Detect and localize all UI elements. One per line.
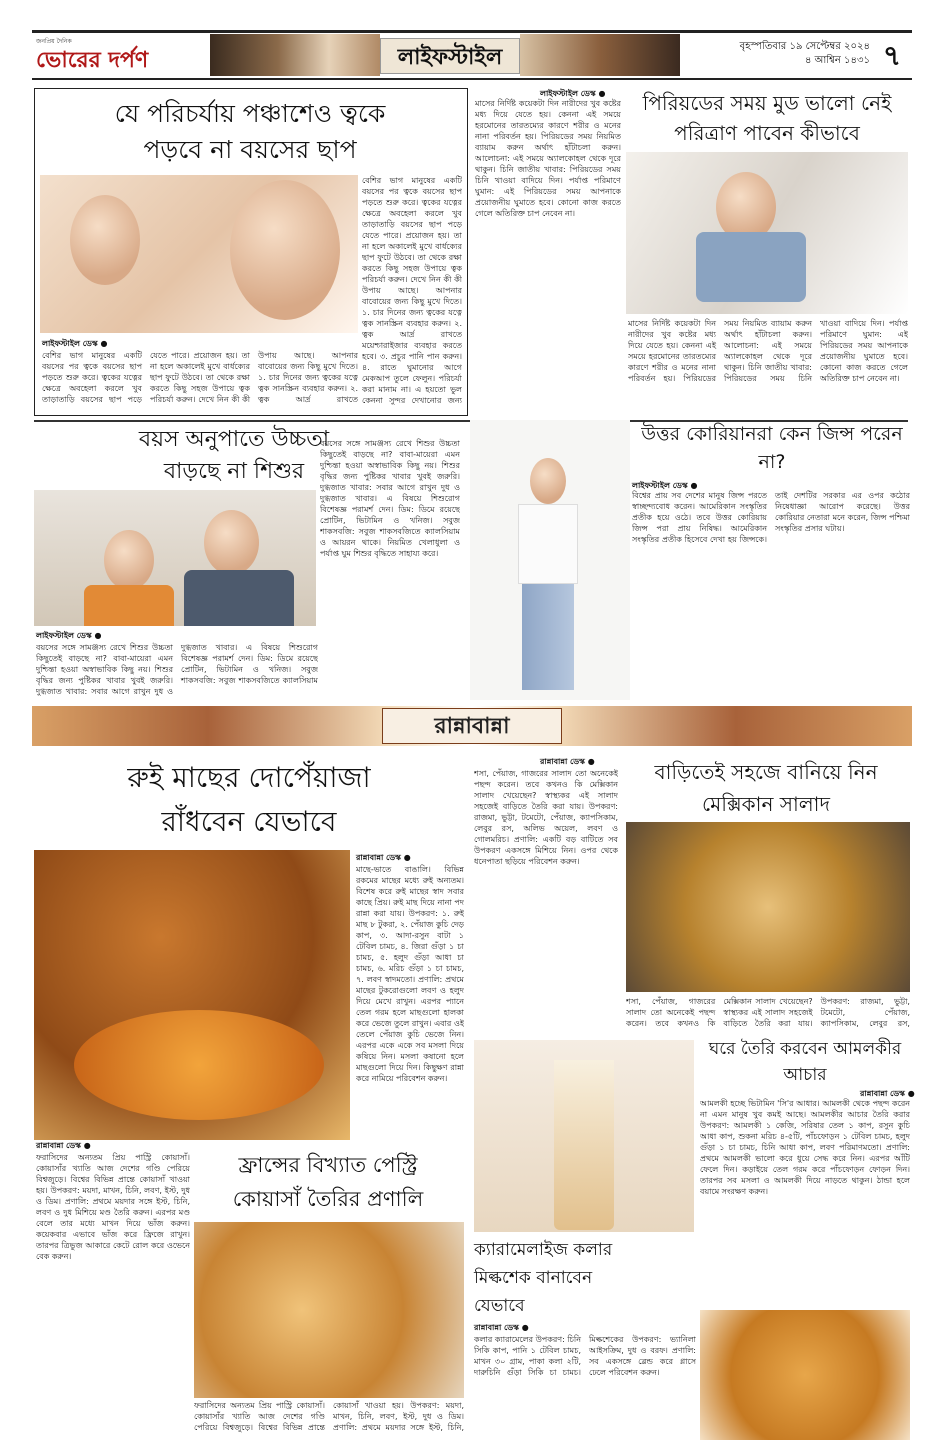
- milkshake-byline: রান্নাবান্না ডেস্ক ●: [474, 1323, 529, 1332]
- amla-body: আমলকী হচ্ছে ভিটামিন 'সি'র আধার। আমলকী থেকে পছন্দ করেন না এমন মানুষ খুব কমই আছে। আমলকীর আচার তৈরি করার উপকরণ: আমলকী ১ কেজি, সরিষার তেল ১ কাপ, রসুন কুচি আধা কাপ, শুকনা মরিচ ৪-৫টি, পাঁচফোড়ন ১ টেবিল চামচ, হলুদ গুঁড়া ১ চা চামচ, চিনি আধা কাপ, লবণ পরিমাণমতো। প্রণালি: প্রথমে আমলকী ভালো করে ধুয়ে সেদ্ধ করে নিন। এরপর আঁটি ফেলে দিন। কড়াইয়ে তেল গরম করে পাঁচফোড়ন ফোড়ন দিন। তারপর সব মসলা ও আমলকী দিয়ে নাড়তে থাকুন। ঠান্ডা হলে বয়ামে সংরক্ষণ করুন।: [700, 1099, 910, 1196]
- headline-line-2: বাড়ছে না শিশুর: [163, 459, 305, 484]
- salad-photo: [626, 822, 910, 992]
- headline-line-2: কোয়াসাঁ তৈরির প্রণালি: [232, 1187, 424, 1211]
- recipes-banner-label: রান্নাবান্না: [382, 708, 562, 744]
- headline-line-2: পড়বে না বয়সের ছাপ: [143, 135, 357, 164]
- milkshake-photo: [474, 1040, 694, 1232]
- rui-photo: [34, 850, 350, 1140]
- height-photo: [34, 490, 316, 626]
- croissant-body-left: ফরাসিদের অন্যতম প্রিয় পাস্ট্রি কোয়াসাঁ। কোয়াসাঁর খ্যাতি আজ দেশের গণ্ডি পেরিয়ে বিশ্বজুড়ে। বিশ্বের বিভিন্ন প্রান্তে কোয়াসাঁ খাওয়া হয়। উপকরণ: ময়দা, মাখন, চিনি, লবণ, ইস্ট, দুধ ও ডিম। প্রণালি: প্রথমে ময়দার সঙ্গে ইস্ট, চিনি, লবণ ও দুধ মিশিয়ে মণ্ড তৈরি করুন। এরপর মণ্ড বেলে তার মধ্যে মাখন দিয়ে ভাঁজ করুন। কয়েকবার এভাবে ভাঁজ করে ফ্রিজে রাখুন। তারপর ত্রিভুজ আকারে কেটে রোল করে ওভেনে বেক করুন।: [36, 1153, 190, 1261]
- skincare-body: বেশির ভাগ মানুষের একটি বয়সের পর ত্বকে বয়সের ছাপ পড়তে শুরু করে। ত্বকের যত্নের ক্ষেত্রে অবহেলা করলে খুব তাড়াতাড়ি বয়সের ছাপ পড়ে যেতে পারে। প্রয়োজন হয়। তা না হলে অকালেই মুখে বার্ধক্যের ছাপ ফুটে উঠবে। তা থেকে রক্ষা করতে কিছু সহজ উপায়ে ত্বক পরিচর্যা করুন। দেখে নিন কী কী উপায় আছে। আপনার বাবোয়ের জন্য কিছু মুখে দিতে। ১. চার দিনের জন্য ত্বকের যত্নে ত্বক সানস্ক্রিন ব্যবহার করুন। ২. ত্বক আর্দ্র রাখতে: [42, 351, 358, 404]
- height-byline: লাইফস্টাইল ডেস্ক ●: [36, 631, 102, 640]
- croissant-body: ফরাসিদের অন্যতম প্রিয় পাস্ট্রি কোয়াসাঁ। কোয়াসাঁর খ্যাতি আজ দেশের গণ্ডি পেরিয়ে বিশ্বজুড়ে। বিশ্বের বিভিন্ন প্রান্তে কোয়াসাঁ খাওয়া হয়। উপকরণ: ময়দা, মাখন, চিনি, লবণ, ইস্ট, দুধ ও ডিম। প্রণালি: প্রথমে ময়দার সঙ্গে ইস্ট, চিনি,: [194, 1401, 464, 1432]
- rui-headline: [34, 756, 464, 844]
- masthead-tagline: জনপ্রিয় দৈনিক: [36, 38, 72, 45]
- jeans-headline: উত্তর কোরিয়ানরা কেন জিন্স পরেন না?: [641, 423, 903, 473]
- period-body: মাসের নির্দিষ্ট কয়েকটা দিন নারীদের খুব কষ্টের মধ্য দিয়ে যেতে হয়। কেননা এই সময়ে হরমোনের তারতম্যের কারণে শরীর ও মনের নানা পরিবর্তন হয়। পিরিয়ডের সময় নিয়মিত ব্যায়াম করুন অর্থাৎ হাঁটাচলা করুন। আলোচনা: এই সময়ে অ্যালকোহল থেকে দূরে থাকুন। চিনি জাতীয় খাবার: পিরিয়ডের সময় চিনি খাওয়া বাদিয়ে দিন। পর্যাপ্ত পরিমাণে ঘুমান: এই পিরিয়ডের সময় আপনাকে প্রয়োজনীয় ঘুমাতে হবে। কোনো কাজ করতে গেলে অতিরিক্ত চাপ নেবেন না।: [628, 319, 908, 383]
- page-number: ৭: [882, 39, 902, 72]
- header-photo-left: [210, 34, 380, 76]
- amla-headline: ঘরে তৈরি করবেন আমলকীর আচার: [708, 1039, 902, 1085]
- date-gregorian: বৃহস্পতিবার ১৯ সেপ্টেম্বর ২০২৪: [739, 41, 870, 52]
- amla-byline: রান্নাবান্না ডেস্ক ●: [860, 1089, 915, 1098]
- skincare-body-right: বেশির ভাগ মানুষের একটি বয়সের পর ত্বকে বয়সের ছাপ পড়তে শুরু করে। ত্বকের যত্নের ক্ষেত্রে অবহেলা করলে খুব তাড়াতাড়ি বয়সের ছাপ পড়ে যেতে পারে। প্রয়োজন হয়। তা না হলে অকালেই মুখে বার্ধক্যের ছাপ ফুটে উঠবে। তা থেকে রক্ষা করতে কিছু সহজ উপায়ে ত্বক পরিচর্যা করুন। দেখে নিন কী কী উপায় আছে। আপনার বাবোয়ের জন্য কিছু মুখে দিতে। ১. চার দিনের জন্য ত্বকের যত্নে ত্বক সানস্ক্রিন ব্যবহার করুন। ২. ত্বক আর্দ্র রাখতে ময়েশ্চারাইজার ব্যবহার করতে হবে। ৩. প্রচুর পানি পান করুন। ৪. রাতে ঘুমানোর আগে মেকআপ তুলে ফেলুন। পরিচর্যা করা মানাম না। এ হয়তো ভুল কেননা সুন্দর দেখানোর জন্য: [362, 176, 462, 405]
- headline-line-1: ফ্রান্সের বিখ্যাত পেস্ট্রি: [238, 1153, 418, 1177]
- jeans-photo: [470, 420, 630, 700]
- period-headline: পিরিয়ডের সময় মুড ভালো নেই পরিত্রাণ পাবেন কীভাবে: [642, 91, 892, 145]
- headline-line-2: রাঁধবেন যেভাবে: [161, 805, 337, 838]
- masthead: [36, 36, 204, 76]
- croissant-headline: [192, 1148, 464, 1216]
- jeans-body: বিশ্বের প্রায় সব দেশের মানুষ জিন্স পরতে স্বাচ্ছন্দ্যবোধ করেন। আমেরিকান সংস্কৃতির প্রতীক হয়ে ওঠে। তবে উত্তর কোরিয়ায় জিন্স পরা প্রায় নিষিদ্ধ। আমেরিকান সংস্কৃতির প্রতীক হিসেবে দেখা হয় জিন্সকে। তাই দেশটির সরকার এর ওপর কঠোর নিষেধাজ্ঞা আরোপ করেছে। উত্তর কোরিয়ার নেতারা মনে করেন, জিন্স পশ্চিমা সংস্কৃতির প্রসার ঘটায়।: [632, 491, 910, 544]
- skincare-byline: লাইফস্টাইল ডেস্ক ●: [42, 339, 108, 348]
- height-body-right: বয়সের সঙ্গে সামঞ্জস্য রেখে শিশুর উচ্চতা কিছুতেই বাড়ছে না? বাবা-মায়েরা এমন দুশ্চিন্তা হওয়া অস্বাভাবিক কিছু নয়। শিশুর বৃদ্ধির জন্য পুষ্টিকর খাবার খুবই জরুরি। দুগ্ধজাত খাবার: সবার আগে রাখুন দুধ ও দুগ্ধজাত খাবার। এ বিষয়ে শিশুরোগ বিশেষজ্ঞ পরামর্শ দেন। ডিম: ডিমে রয়েছে প্রোটিন, ভিটামিন ও খনিজ। সবুজ শাকসবজি: সবুজ শাকসবজিতে ক্যালসিয়াম ও আয়রন থাকে। নিয়মিত খেলাধুলা ও পর্যাপ্ত ঘুম শিশুর বৃদ্ধিতে সাহায্য করে।: [320, 439, 460, 558]
- masthead-title: ভোরের দর্পণ: [36, 47, 149, 73]
- headline-line-3: যেভাবে: [474, 1296, 525, 1316]
- date-block: [700, 40, 870, 68]
- headline-line-1: ক্যারামেলাইজ কলার: [474, 1240, 613, 1260]
- section-title: লাইফস্টাইল: [380, 38, 520, 74]
- salad-body: শসা, পেঁয়াজ, গাজরের সালাদ তো অনেকেই পছন্দ করেন। তবে কখনও কি মেক্সিকান সালাদ খেয়েছেন? স্বাস্থ্যকর এই সালাদ সহজেই বাড়িতে তৈরি করা যায়। উপকরণ: রাজমা, ভুট্টা, টমেটো, পেঁয়াজ, ক্যাপসিকাম, লেবুর রস,: [626, 997, 910, 1028]
- period-body-left: মাসের নির্দিষ্ট কয়েকটা দিন নারীদের খুব কষ্টের মধ্য দিয়ে যেতে হয়। কেননা এই সময়ে হরমোনের তারতম্যের কারণে শরীর ও মনের নানা পরিবর্তন হয়। পিরিয়ডের সময় নিয়মিত ব্যায়াম করুন অর্থাৎ হাঁটাচলা করুন। আলোচনা: এই সময়ে অ্যালকোহল থেকে দূরে থাকুন। চিনি জাতীয় খাবার: পিরিয়ডের সময় চিনি খাওয়া বাদিয়ে দিন। পর্যাপ্ত পরিমাণে ঘুমান: এই পিরিয়ডের সময় আপনাকে প্রয়োজনীয় ঘুমাতে হবে। কোনো কাজ করতে গেলে অতিরিক্ত চাপ নেবেন না।: [475, 99, 621, 218]
- salad-body-left: শসা, পেঁয়াজ, গাজরের সালাদ তো অনেকেই পছন্দ করেন। তবে কখনও কি মেক্সিকান সালাদ খেয়েছেন? স্বাস্থ্যকর এই সালাদ সহজেই বাড়িতে তৈরি করা যায়। উপকরণ: রাজমা, ভুট্টা, টমেটো, পেঁয়াজ, ক্যাপসিকাম, লেবুর রস, অলিভ অয়েল, লবণ ও গোলমরিচ। প্রণালি: একটি বড় বাটিতে সব উপকরণ একসঙ্গে মিশিয়ে নিন। ওপর থেকে ধনেপাতা ছড়িয়ে পরিবেশন করুন।: [474, 769, 618, 866]
- headline-line-2: মিল্কশেক বানাবেন: [474, 1268, 593, 1288]
- jeans-byline: লাইফস্টাইল ডেস্ক ●: [632, 481, 698, 490]
- header-photo-right: [520, 34, 680, 76]
- height-body: বয়সের সঙ্গে সামঞ্জস্য রেখে শিশুর উচ্চতা কিছুতেই বাড়ছে না? বাবা-মায়েরা এমন দুশ্চিন্তা হওয়া অস্বাভাবিক কিছু নয়। শিশুর বৃদ্ধির জন্য পুষ্টিকর খাবার খুবই জরুরি। দুগ্ধজাত খাবার: সবার আগে রাখুন দুধ ও দুগ্ধজাত খাবার। এ বিষয়ে শিশুরোগ বিশেষজ্ঞ পরামর্শ দেন। ডিম: ডিমে রয়েছে প্রোটিন, ভিটামিন ও খনিজ। সবুজ শাকসবজি: সবুজ শাকসবজিতে ক্যালসিয়াম: [36, 643, 318, 696]
- period-byline: লাইফস্টাইল ডেস্ক ●: [540, 89, 606, 98]
- skincare-photo: [40, 175, 358, 333]
- rui-byline: রান্নাবান্না ডেস্ক ●: [356, 853, 411, 862]
- milkshake-headline: [474, 1236, 674, 1320]
- headline-line-1: বয়স অনুপাতে উচ্চতা: [138, 427, 330, 452]
- headline-line-1: রুই মাছের দোপেঁয়াজা: [127, 761, 371, 794]
- headline-line-1: যে পরিচর্যায় পঞ্চাশেও ত্বকে: [114, 99, 386, 128]
- salad-headline: বাড়িতেই সহজে বানিয়ে নিন মেক্সিকান সালাদ: [654, 760, 878, 816]
- rui-body: মাছে-ভাতে বাঙালি। বিভিন্ন রকমের মাছের মধ্যে রুই অন্যতম। বিশেষ করে রুই মাছের স্বাদ সবার কাছে প্রিয়। রুই মাছ দিয়ে নানা পদ রান্না করা যায়। উপকরণ: ১. রুই মাছ ৮ টুকরা, ২. পেঁয়াজ কুচি দেড় কাপ, ৩. আদা-রসুন বাটা ১ টেবিল চামচ, ৪. জিরা গুঁড়া ১ চা চামচ, ৫. হলুদ গুঁড়া আধা চা চামচ, ৬. মরিচ গুঁড়া ১ চা চামচ, ৭. লবণ স্বাদমতো। প্রণালি: প্রথমে মাছের টুকরোগুলো লবণ ও হলুদ দিয়ে মেখে রাখুন। এরপর প্যানে তেল গরম হলে মাছগুলো হালকা করে ভেজে তুলে রাখুন। এবার ওই তেলে পেঁয়াজ কুচি ভেজে নিন। এরপর একে একে সব মসলা দিয়ে কষিয়ে নিন। মসলা কষানো হলে মাছগুলো দিয়ে দিন। কিছুক্ষণ রান্না করে নামিয়ে পরিবেশন করুন।: [356, 865, 464, 1083]
- salad-byline: রান্নাবান্না ডেস্ক ●: [540, 757, 595, 766]
- amla-photo: [700, 1310, 910, 1440]
- article-skincare-headline: [40, 96, 460, 168]
- date-bengali: ৪ আশ্বিন ১৪৩১: [804, 55, 870, 66]
- period-photo: [626, 152, 908, 314]
- croissant-photo: [194, 1222, 464, 1398]
- croissant-byline: রান্নাবান্না ডেস্ক ●: [36, 1141, 91, 1150]
- milkshake-body: কলার ক্যারামেলের উপকরণ: চিনি সিকি কাপ, পানি ১ টেবিল চামচ, মাখন ৩০ গ্রাম, পাকা কলা ২টি, দারুচিনি গুঁড়া সিকি চা চামচ। মিল্কশেকের উপকরণ: ভ্যানিলা আইসক্রিম, দুধ ও বরফ। প্রণালি: সব একসঙ্গে ব্লেন্ড করে গ্লাসে ঢেলে পরিবেশন করুন।: [474, 1335, 696, 1377]
